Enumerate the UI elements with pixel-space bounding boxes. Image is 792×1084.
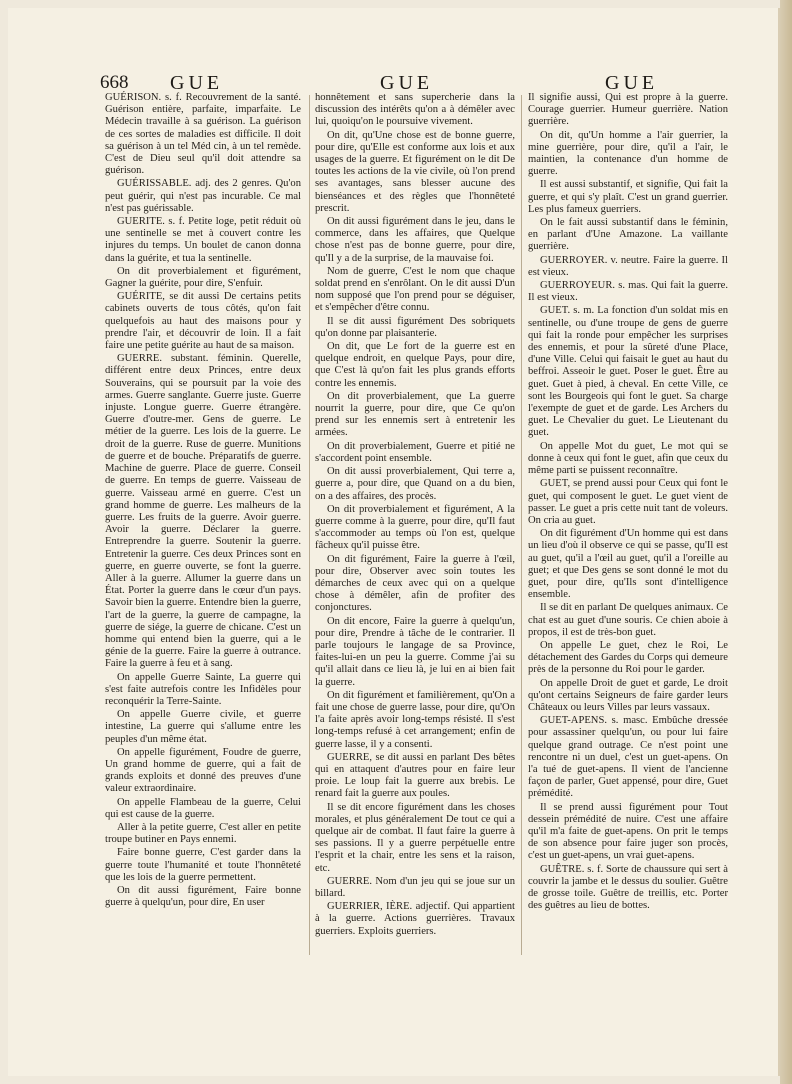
dictionary-paragraph: On dit, que Le fort de la guerre est en quelque endroit, en quelque Pays, pour dire, que C'est là qu'on fait les plus grands efforts contre les ennemis.	[315, 341, 515, 389]
dictionary-paragraph: On dit aussi figurément dans le jeu, dans le commerce, dans les affaires, que Quelque chose n'est pas de bonne guerre, pour dire, qu'Il y a de la surprise, de la mauvaise foi.	[315, 216, 515, 264]
page-edge	[780, 0, 792, 1084]
dictionary-paragraph: GUERRE, se dit aussi en parlant Des bêtes qui en attaquent d'autres pour en faire leur proie. Le loup fait la guerre aux brebis. Le renard fait la guerre aux poules.	[315, 751, 515, 800]
dictionary-paragraph: On appelle Droit de guet et garde, Le droit qu'ont certains Seigneurs de faire garder leurs Châteaux ou leurs Villes par leurs vassaux.	[528, 677, 728, 713]
dictionary-paragraph: On dit aussi figurément, Faire bonne guerre à quelqu'un, pour dire, En user	[105, 885, 301, 909]
dictionary-paragraph: On appelle figurément, Foudre de guerre, Un grand homme de guerre, qui a fait de grands exploits et donné des preuves d'une valeur extraordinaire.	[105, 746, 301, 795]
dictionary-paragraph: GUERROYER. v. neutre. Faire la guerre. Il est vieux.	[528, 254, 728, 278]
dictionary-paragraph: Il se dit en parlant De quelques animaux. Ce chat est au guet d'une souris. Ce chien aboie à propos, il est de très-bon guet.	[528, 602, 728, 638]
dictionary-paragraph: On dit proverbialement, que La guerre nourrit la guerre, pour dire, que Ce qu'on prend sur les ennemis sert à entretenir les armées.	[315, 390, 515, 439]
page-number: 668	[100, 72, 129, 93]
dictionary-paragraph: On appelle Flambeau de la guerre, Celui qui est cause de la guerre.	[105, 796, 301, 820]
dictionary-paragraph: On dit proverbialement, Guerre et pitié ne s'accordent point ensemble.	[315, 440, 515, 464]
dictionary-paragraph: On appelle Le guet, chez le Roi, Le détachement des Gardes du Corps qui demeure près de la personne du Roi pour le garder.	[528, 639, 728, 676]
dictionary-paragraph: Il signifie aussi, Qui est propre à la guerre. Courage guerrier. Humeur guerrière. Nation guerrière.	[528, 92, 728, 128]
dictionary-paragraph: Faire bonne guerre, C'est garder dans la guerre toute l'humanité et toute l'honnêteté que les lois de la guerre permettent.	[105, 847, 301, 883]
dictionary-paragraph: On dit figurément d'Un homme qui est dans un lieu d'où il observe ce qui se passe, qu'Il est au guet, qu'il a l'œil au guet, qu'il a l'oreille au guet; et que Des gens se sont donné le mot du guet, pour dire, qu'Ils sont d'intelligence ensemble.	[528, 528, 728, 601]
column-divider	[521, 95, 522, 955]
dictionary-paragraph: GUERITE. s. f. Petite loge, petit réduit où une sentinelle se met à couvert contre les injures du temps. Un boulet de canon donna dans la guérite, et tua la sentinelle.	[105, 216, 301, 264]
dictionary-paragraph: On appelle Mot du guet, Le mot qui se donne à ceux qui font le guet, afin que ceux du même parti se puissent reconnaître.	[528, 440, 728, 477]
dictionary-paragraph: Il se dit aussi figurément Des sobriquets qu'on donne par plaisanterie.	[315, 315, 515, 339]
text-column-2	[315, 92, 515, 939]
running-head-center: GUE	[380, 72, 434, 94]
dictionary-paragraph: Il se dit encore figurément dans les choses morales, et plus généralement De tout ce qui a quelque air de combat. Il faut faire la guerre à ses passions. Il y a guerre perpétuelle entre l'esprit et la chair, entre les sens et la raison, etc.	[315, 801, 515, 874]
dictionary-paragraph: GUÉRISSABLE. adj. des 2 genres. Qu'on peut guérir, qui n'est pas incurable. Ce mal n'est pas guérissable.	[105, 178, 301, 214]
dictionary-paragraph: honnêtement et sans supercherie dans la discussion des intérêts qu'on a à démêler avec lui, quoiqu'on le poursuive vivement.	[315, 92, 515, 128]
dictionary-paragraph: On dit proverbialement et figurément, Gagner la guérite, pour dire, S'enfuir.	[105, 265, 301, 290]
text-column-1	[105, 92, 301, 910]
dictionary-paragraph: On dit proverbialement et figurément, A la guerre comme à la guerre, pour dire, qu'Il faut s'accommoder au temps où l'on est, quelque fâcheux qu'il puisse être.	[315, 503, 515, 552]
dictionary-paragraph: On dit figurément, Faire la guerre à l'œil, pour dire, Observer avec soin toutes les démarches de ceux avec qui on a quelque chose à démêler, afin de profiter des conjonctures.	[315, 553, 515, 614]
dictionary-paragraph: On appelle Guerre civile, et guerre intestine, La guerre qui s'allume entre les peuples d'un même état.	[105, 709, 301, 745]
dictionary-paragraph: Il est aussi substantif, et signifie, Qui fait la guerre, et qui s'y plaît. C'est un grand guerrier. Les plus fameux guerriers.	[528, 179, 728, 215]
dictionary-paragraph: GUERRE. Nom d'un jeu qui se joue sur un billard.	[315, 875, 515, 899]
running-head-right: GUE	[605, 72, 659, 94]
dictionary-paragraph: GUÉRISON. s. f. Recouvrement de la santé. Guérison entière, parfaite, imparfaite. Le Médecin travaille à sa guérison. La guérison de ces sortes de maladies est difficile. Il doit sa guérison à un tel Méd cin, à un tel remède. C'est de Dieu seul qu'il doit attendre sa guérison.	[105, 92, 301, 177]
dictionary-paragraph: Aller à la petite guerre, C'est aller en petite troupe butiner en Pays ennemi.	[105, 821, 301, 846]
dictionary-paragraph: On dit aussi proverbialement, Qui terre a, guerre a, pour dire, que Quand on a du bien, on a des affaires, des procès.	[315, 466, 515, 502]
running-head-left: GUE	[170, 72, 224, 94]
dictionary-paragraph: GUET, se prend aussi pour Ceux qui font le guet, qui composent le guet. Le guet vient de passer. Le guet a pris cette nuit tant de voleurs. On cria au guet.	[528, 478, 728, 526]
dictionary-paragraph: GUERROYEUR. s. mas. Qui fait la guerre. Il est vieux.	[528, 280, 728, 304]
dictionary-paragraph: On appelle Guerre Sainte, La guerre qui s'est faite autrefois contre les Infidèles pour reconquérir la Terre-Sainte.	[105, 671, 301, 707]
dictionary-paragraph: GUERRE. substant. féminin. Querelle, différent entre deux Princes, entre deux Souverains, qui se poursuit par la voie des armes. Guerre sanglante. Guerre juste. Guerre injuste. Longue guerre. Guerre étrangère. Guerre d'outre-mer. Gens de guerre. Le métier de la guerre. Les lois de la guerre. Le droit de la guerre. Ruse de guerre. Munitions de guerre et de bouche. Préparatifs de guerre. Machine de guerre. Place de guerre. Conseil de guerre. En temps de guerre. Vaisseau de guerre. Vaisseau armé en guerre. C'est un grand homme de guerre. Les malheurs de la guerre. Les fruits de la guerre. Avoir guerre. Avoir la guerre. Déclarer la guerre. Entreprendre la guerre. Soutenir la guerre. Entretenir la guerre. Ces deux Princes sont en guerre, en guerre ouverte, se font la guerre. Aller à la guerre. Allumer la guerre dans un État. Porter la guerre dans le cœur d'un pays. Savoir bien la guerre. Entendre bien la guerre, l'art de la guerre, la guerre de campagne, la guerre de siége, la guerre de chicane. C'est un homme qui entend bien la guerre, qui a le génie de la guerre. Faire la guerre à outrance. Faire la guerre à feu et à sang.	[105, 353, 301, 670]
column-divider	[309, 95, 310, 955]
dictionary-paragraph: GUÊTRE. s. f. Sorte de chaussure qui sert à couvrir la jambe et le dessus du soulier. Guêtre de grosse toile. Guêtre de treillis, etc. Porter des guêtres au lieu de bottes.	[528, 863, 728, 912]
dictionary-paragraph: GUÉRITE, se dit aussi De certains petits cabinets ouverts de tous côtés, qu'on fait quelquefois au haut des maisons pour y prendre l'air, et découvrir de loin. Il a fait faire une petite guérite au haut de sa maison.	[105, 291, 301, 352]
dictionary-paragraph: GUET-APENS. s. masc. Embûche dressée pour assassiner quelqu'un, ou pour lui faire quelque grand outrage. Ce n'est point une rencontre ni un duel, c'est un guet-apens. On l'a tué de guet-apens. Il vient de l'ancienne façon de parler, Guet appensé, pour dire, Guet prémédité.	[528, 715, 728, 800]
dictionary-paragraph: Il se prend aussi figurément pour Tout dessein prémédité de nuire. C'est une affaire qu'il m'a faite de guet-apens. On prit le temps de son absence pour faire juger son procès, c'est un guet-apens, un vrai guet-apens.	[528, 801, 728, 862]
dictionary-paragraph: GUERRIER, IÈRE. adjectif. Qui appartient à la guerre. Actions guerrières. Travaux guerriers. Exploits guerriers.	[315, 901, 515, 937]
dictionary-paragraph: On dit figurément et familièrement, qu'On a fait une chose de guerre lasse, pour dire, qu'On l'a faite après avoir long-temps résisté. Il s'est long-temps refusé à cet arrangement; enfin de guerre lasse, il y a consenti.	[315, 689, 515, 750]
dictionary-paragraph: On dit encore, Faire la guerre à quelqu'un, pour dire, Prendre à tâche de le contrarier. Il parle toujours le langage de sa Province, faites-lui-en un peu la guerre. Comme j'ai su qu'il allait dans ce lieu là, je lui en ai bien fait la guerre.	[315, 615, 515, 688]
text-column-3	[528, 92, 728, 913]
dictionary-paragraph: On dit, qu'Une chose est de bonne guerre, pour dire, qu'Elle est conforme aux lois et aux usages de la guerre. Et figurément on le dit De toutes les actions de la vie civile, où l'on prend ses avantages, sans blesser aucune des bienséances et des règles que l'honnêteté prescrit.	[315, 129, 515, 214]
dictionary-paragraph: On dit, qu'Un homme a l'air guerrier, la mine guerrière, pour dire, qu'il a l'air, le maintien, la contenance d'un homme de guerre.	[528, 129, 728, 178]
dictionary-paragraph: On le fait aussi substantif dans le féminin, en parlant d'Une Amazone. La vaillante guerrière.	[528, 217, 728, 253]
dictionary-paragraph: GUET. s. m. La fonction d'un soldat mis en sentinelle, ou d'une troupe de gens de guerre qui fait la ronde pour empêcher les surprises des ennemis, et pour la sûreté d'une Place, d'une Ville. Celui qui faisait le guet au haut du beffroi. Asseoir le guet. Poser le guet. Être au guet. Guet à pied, à cheval. En cette Ville, ce sont les Bourgeois qui font le guet. Sa charge l'exempte de guet et de garde. Les Archers du guet. Le Chevalier du guet. Le Lieutenant du guet.	[528, 305, 728, 439]
dictionary-paragraph: Nom de guerre, C'est le nom que chaque soldat prend en s'enrôlant. On le dit aussi D'un nom supposé que l'on prend pour se déguiser, et s'empêcher d'être connu.	[315, 265, 515, 314]
